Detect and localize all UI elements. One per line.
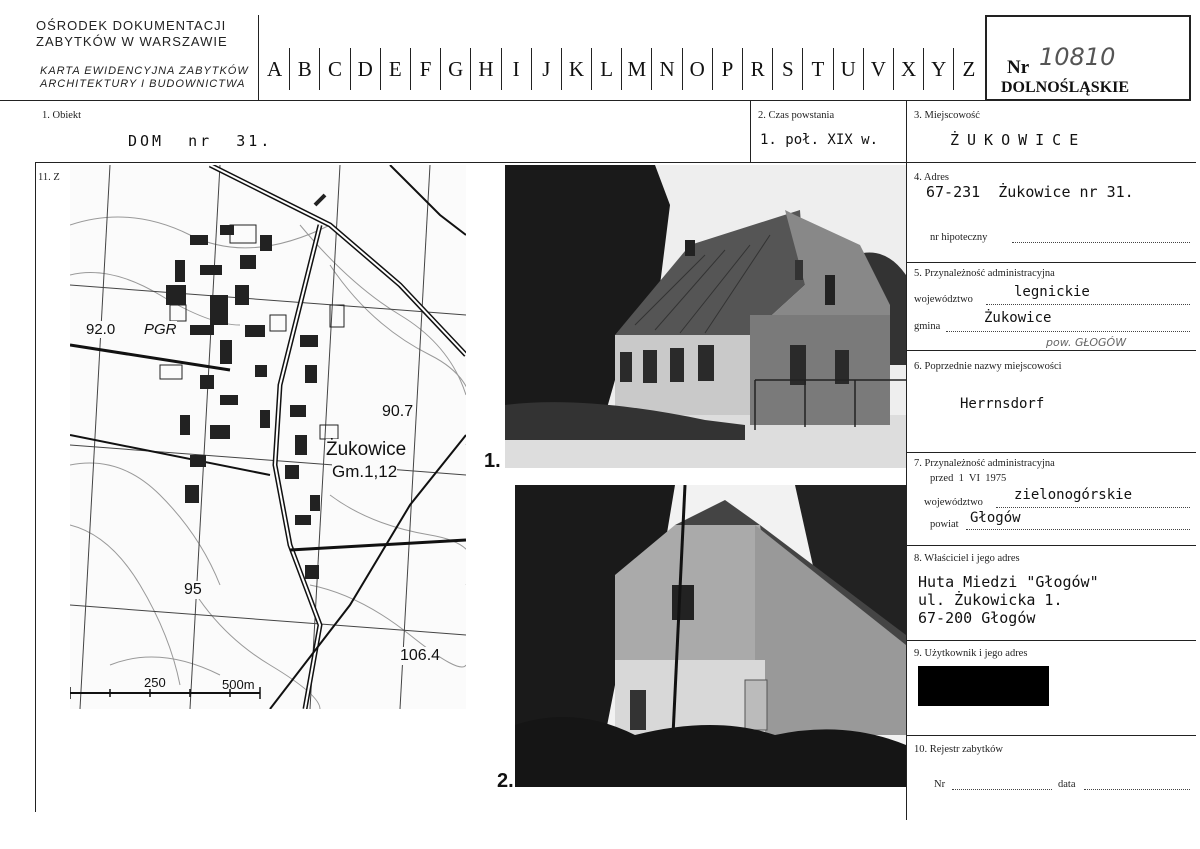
place-label: 3. Miejscowość	[914, 110, 980, 121]
photo-2	[515, 485, 906, 787]
index-letter-a: A	[267, 57, 283, 81]
map-section-label: 11. Z	[38, 172, 60, 183]
index-letter-o: O	[682, 48, 712, 90]
index-letter-m: M	[621, 48, 651, 90]
commune-line	[946, 331, 1190, 332]
register-label: 10. Rejestr zabytków	[914, 744, 1003, 755]
map-town-name: Żukowice	[326, 439, 407, 460]
register-date-line	[1084, 789, 1190, 790]
owner-label: 8. Właściciel i jego adres	[914, 553, 1020, 564]
number-value: 10810	[1039, 43, 1116, 71]
location-map	[70, 165, 466, 709]
right-section-rule-6	[906, 640, 1196, 641]
index-letter-j: J	[531, 48, 561, 90]
index-letter-l: L	[591, 48, 621, 90]
former-names-label: 6. Poprzednie nazwy miejscowości	[914, 361, 1062, 372]
map-elevation-1: 92.0	[86, 321, 116, 338]
commune-note: pow. GŁOGÓW	[1046, 336, 1127, 349]
index-letter-p: P	[712, 48, 742, 90]
before-voivodeship-label: województwo	[924, 497, 983, 508]
photo-1-caption: 1.	[484, 450, 501, 472]
date-column-divider	[750, 100, 751, 162]
register-nr-label: Nr	[934, 779, 946, 790]
map-drawing	[70, 165, 466, 709]
voivodeship-value: legnickie	[1014, 284, 1090, 300]
right-section-rule-5	[906, 545, 1196, 546]
district-line	[966, 529, 1190, 530]
photo-1-image	[505, 165, 906, 468]
institution-line-2: ZABYTKÓW W WARSZAWIE	[36, 34, 228, 49]
map-scale-250: 250	[144, 675, 166, 690]
right-column-divider	[906, 100, 907, 820]
index-letter-g: G	[440, 48, 470, 90]
index-letter-v: V	[863, 48, 893, 90]
map-scale-500m: 500m	[222, 677, 255, 692]
index-letter-i: I	[501, 48, 531, 90]
index-letter-y: Y	[923, 48, 953, 90]
card-type-line-2: ARCHITEKTURY I BUDOWNICTWA	[40, 78, 246, 90]
user-label: 9. Użytkownik i jego adres	[914, 648, 1028, 659]
photo-1	[505, 165, 906, 468]
former-names-value: Herrnsdorf	[960, 396, 1045, 412]
address-value: 67-231 Żukowice nr 31.	[926, 183, 1134, 201]
card-type-line-1: KARTA EWIDENCYJNA ZABYTKÓW	[40, 65, 249, 77]
number-label: Nr	[1007, 57, 1030, 78]
left-margin-line	[35, 162, 36, 812]
owner-line-2: ul. Żukowicka 1.	[918, 591, 1063, 609]
register-nr-line	[952, 789, 1052, 790]
district-value: Głogów	[970, 510, 1021, 526]
date-label: 2. Czas powstania	[758, 110, 835, 121]
mortgage-line	[1012, 242, 1190, 243]
header-bottom-rule	[0, 100, 985, 101]
alphabet-index	[260, 48, 984, 90]
map-commune-code: Gm.1,12	[332, 462, 398, 481]
index-letter-x: X	[893, 48, 923, 90]
map-elevation-4: 106.4	[400, 647, 441, 664]
index-letter-f: F	[410, 48, 440, 90]
right-section-rule-2	[906, 262, 1196, 263]
right-section-rule-4	[906, 452, 1196, 453]
institution-line-1: OŚRODEK DOKUMENTACJI	[36, 18, 227, 33]
index-letter-b: B	[289, 48, 319, 90]
photo-2-image	[515, 485, 906, 787]
institution-name	[36, 18, 228, 50]
region-name: DOLNOŚLĄSKIE	[1001, 79, 1130, 96]
index-letter-e: E	[380, 48, 410, 90]
commune-label: gmina	[914, 321, 941, 332]
district-label: powiat	[930, 519, 959, 530]
card-type	[40, 65, 249, 91]
number-box	[985, 15, 1191, 101]
map-elevation-3: 95	[184, 581, 202, 598]
owner-address	[918, 573, 1099, 627]
index-letter-h: H	[470, 48, 500, 90]
map-pgr-label: PGR	[144, 321, 177, 338]
before-voivodeship-line	[996, 507, 1190, 508]
index-letter-t: T	[802, 48, 832, 90]
object-row-bottom-rule	[35, 162, 906, 163]
index-letter-c: C	[319, 48, 349, 90]
admin-before-label: 7. Przynależność administracyjna	[914, 458, 1055, 469]
mortgage-label: nr hipoteczny	[930, 232, 988, 243]
admin-label: 5. Przynależność administracyjna	[914, 268, 1055, 279]
owner-line-3: 67-200 Głogów	[918, 609, 1036, 627]
index-letter-s: S	[772, 48, 802, 90]
index-letter-r: R	[742, 48, 772, 90]
right-section-rule-1	[906, 162, 1196, 163]
commune-value: Żukowice	[984, 310, 1052, 326]
map-elevation-2: 90.7	[382, 403, 414, 420]
index-letter-u: U	[833, 48, 863, 90]
admin-before-date: przed 1 VI 1975	[930, 473, 1007, 484]
date-value: 1. poł. XIX w.	[760, 132, 879, 148]
index-letter-n: N	[651, 48, 681, 90]
index-letter-k: K	[561, 48, 591, 90]
header-left-divider	[258, 15, 259, 101]
place-value: ŻUKOWICE	[950, 131, 1087, 149]
object-label: 1. Obiekt	[42, 110, 82, 121]
user-redaction-block	[918, 666, 1049, 706]
before-voivodeship-value: zielonogórskie	[1014, 487, 1133, 503]
owner-line-1: Huta Miedzi "Głogów"	[918, 573, 1099, 591]
voivodeship-label: województwo	[914, 294, 973, 305]
object-value: DOM nr 31.	[128, 132, 273, 150]
voivodeship-line	[986, 304, 1190, 305]
register-date-label: data	[1058, 779, 1076, 790]
index-letter-z: Z	[953, 48, 983, 90]
index-letter-d: D	[350, 48, 380, 90]
address-label: 4. Adres	[914, 172, 949, 183]
right-section-rule-3	[906, 350, 1196, 351]
right-section-rule-7	[906, 735, 1196, 736]
photo-2-caption: 2.	[497, 770, 514, 792]
